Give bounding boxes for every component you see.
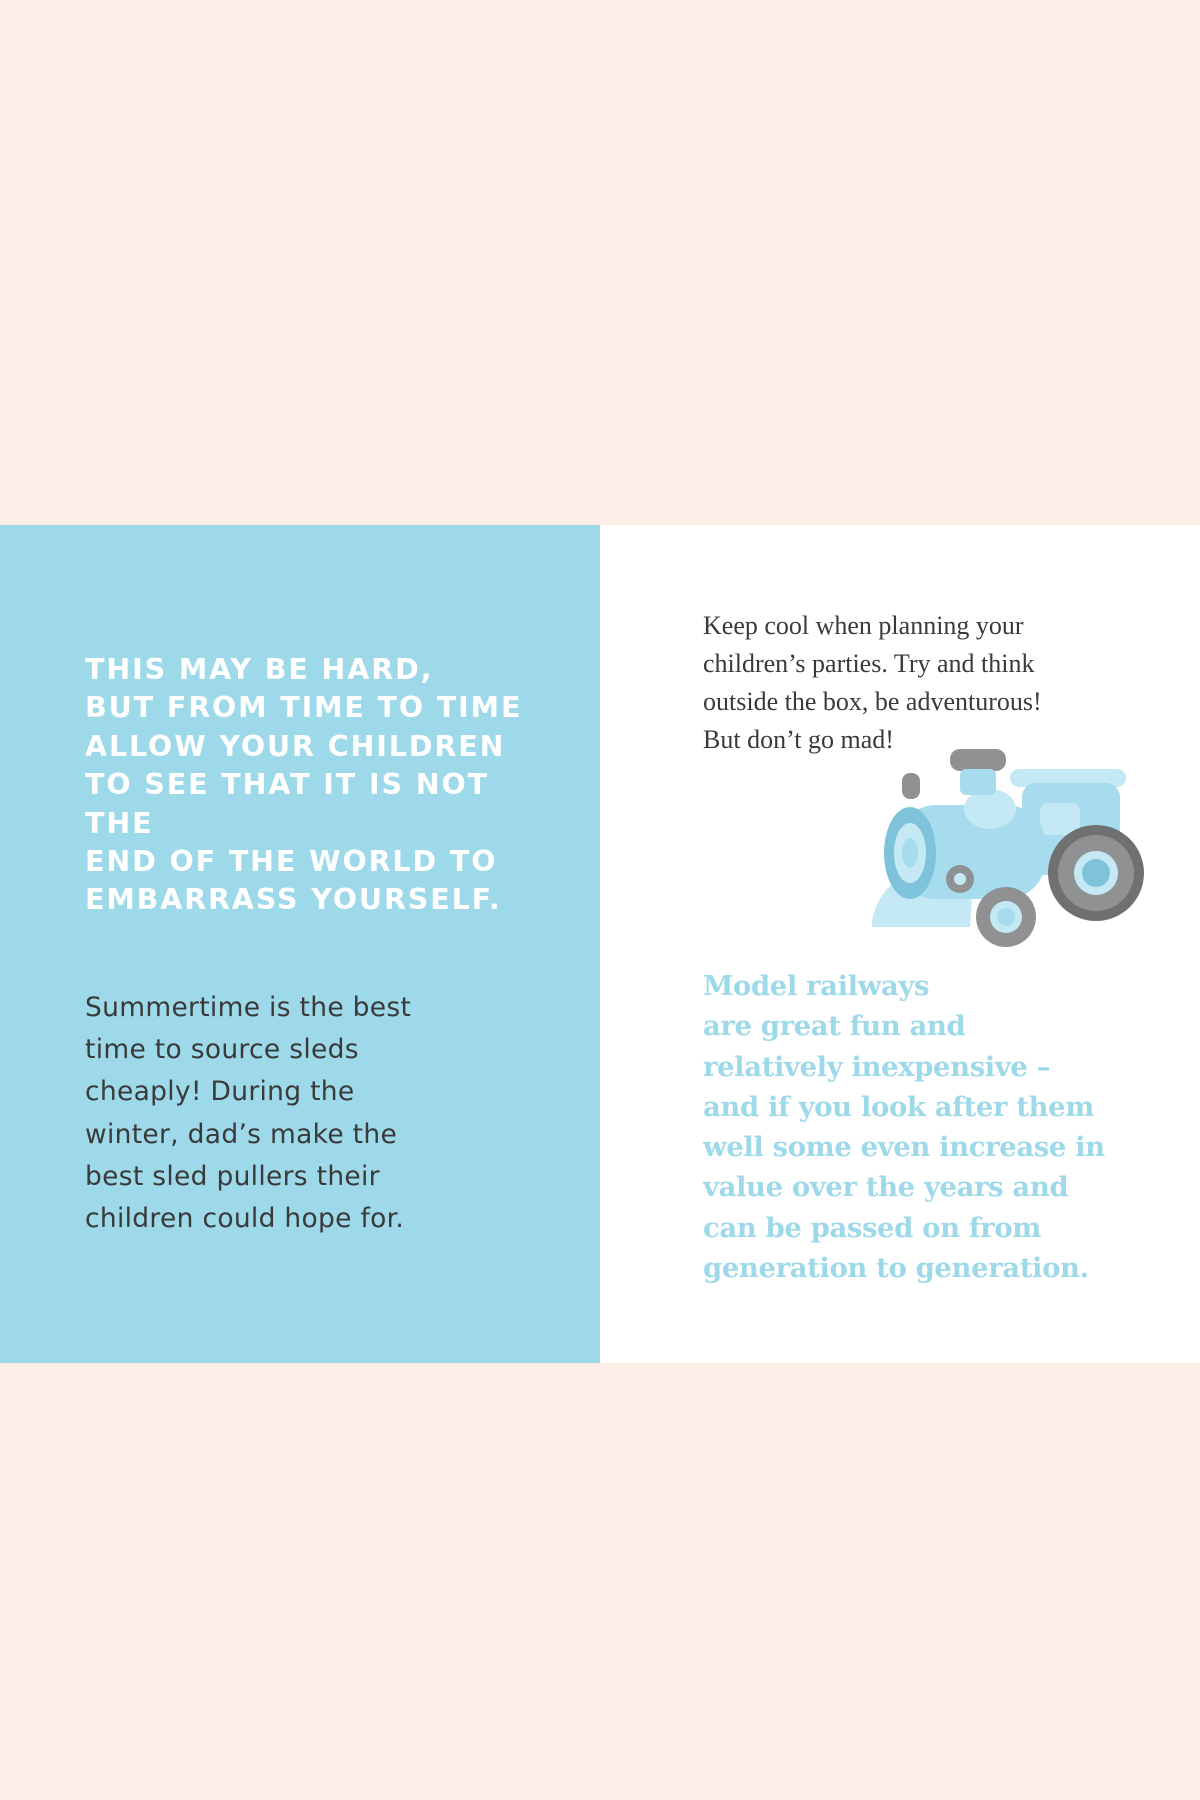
right-page bbox=[600, 525, 1200, 1363]
railway-highlight-text: Model railways are great fun and relatively inexpensive – and if you look after them well some even increase in value over the years and can be passed on from generation to generation. bbox=[703, 970, 1105, 1285]
left-page bbox=[0, 525, 600, 1363]
quote-heading: THIS MAY BE HARD, BUT FROM TIME TO TIME ALLOW YOUR CHILDREN TO SEE THAT IT IS NOT THE END OF THE WORLD TO EMBARRASS YOURSELF. bbox=[85, 653, 523, 917]
sled-tip-text: Summertime is the best time to source sleds cheaply! During the winter, dad’s make the best sled pullers their children could hope for. bbox=[85, 992, 412, 1235]
party-tip-text: Keep cool when planning your children’s parties. Try and think outside the box, be adventurous! But don’t go mad! bbox=[703, 611, 1042, 754]
book-spread bbox=[0, 525, 1200, 1363]
toy-train-icon bbox=[862, 749, 1152, 959]
